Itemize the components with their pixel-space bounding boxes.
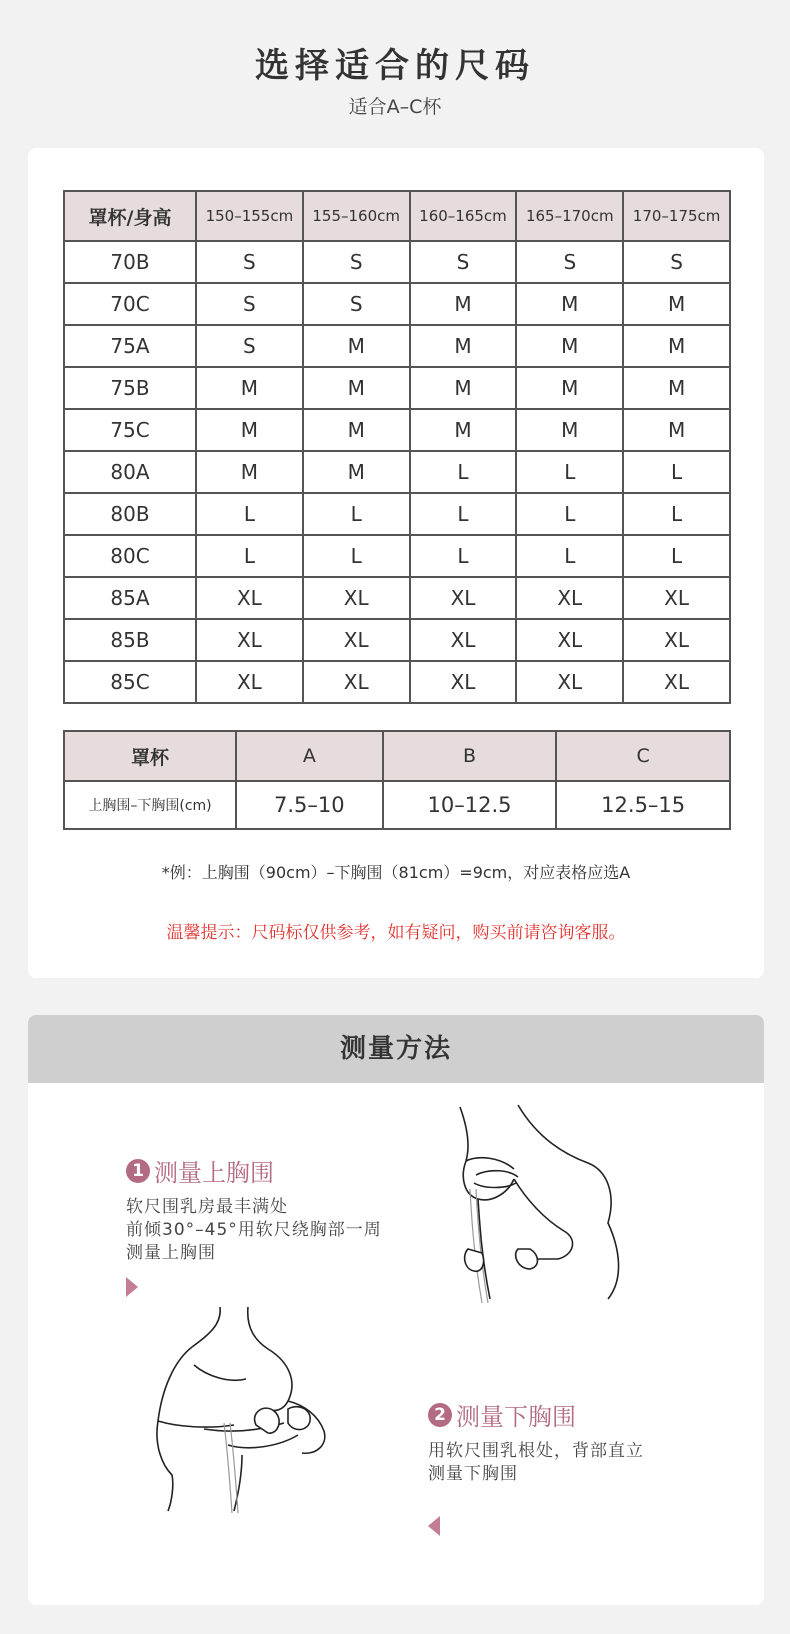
cup-col-header: A	[236, 731, 383, 781]
cup-table-corner: 罩杯	[64, 731, 236, 781]
size-cell: L	[623, 535, 730, 577]
size-cell: XL	[196, 661, 303, 703]
size-table-row	[64, 409, 730, 451]
cup-col-header: B	[383, 731, 557, 781]
page-subtitle: 适合A–C杯	[348, 96, 442, 118]
cup-size-cell: 75B	[64, 367, 196, 409]
size-cell: XL	[196, 577, 303, 619]
size-table-row	[64, 325, 730, 367]
step-line: 测量下胸围	[428, 1464, 518, 1484]
size-table-row	[64, 577, 730, 619]
cup-size-cell: 80C	[64, 535, 196, 577]
size-cell: M	[516, 409, 623, 451]
size-cell: L	[410, 535, 517, 577]
cup-size-cell: 70C	[64, 283, 196, 325]
size-cell: M	[303, 367, 410, 409]
size-cell: XL	[516, 619, 623, 661]
step-line: 用软尺围乳根处，背部直立	[428, 1441, 644, 1461]
size-cell: XL	[623, 577, 730, 619]
step-description	[126, 1196, 382, 1265]
step-number-icon: 1	[126, 1159, 150, 1183]
size-table-row	[64, 535, 730, 577]
cup-col-header: C	[556, 731, 730, 781]
cup-size-cell: 80A	[64, 451, 196, 493]
size-cell: XL	[196, 619, 303, 661]
size-cell: XL	[303, 619, 410, 661]
under-bust-figure	[138, 1305, 348, 1515]
cup-size-cell: 75A	[64, 325, 196, 367]
size-cell: M	[623, 283, 730, 325]
example-note: *例：上胸围（90cm）–下胸围（81cm）=9cm，对应表格应选A	[161, 863, 631, 882]
size-cell: S	[196, 325, 303, 367]
size-cell: XL	[410, 661, 517, 703]
size-cell: M	[196, 451, 303, 493]
cup-table	[63, 730, 731, 830]
size-cell: S	[303, 241, 410, 283]
step-line: 软尺围乳房最丰满处	[126, 1197, 288, 1217]
size-cell: XL	[516, 577, 623, 619]
height-col-header: 150–155cm	[196, 191, 303, 241]
size-table	[63, 190, 731, 704]
size-cell: XL	[623, 661, 730, 703]
cup-table-header	[64, 731, 730, 781]
size-table-row	[64, 241, 730, 283]
step-upper-bust	[126, 1153, 382, 1297]
method-title: 测量方法	[28, 1015, 764, 1083]
size-cell: M	[303, 451, 410, 493]
step-title: 测量上胸围	[154, 1159, 274, 1187]
size-cell: XL	[623, 619, 730, 661]
cup-value: 10–12.5	[383, 781, 557, 829]
step-title-row	[428, 1397, 644, 1432]
size-cell: L	[516, 535, 623, 577]
height-col-header: 165–170cm	[516, 191, 623, 241]
size-cell: L	[196, 535, 303, 577]
size-cell: L	[410, 451, 517, 493]
size-cell: L	[516, 451, 623, 493]
size-table-row	[64, 619, 730, 661]
cup-size-cell: 80B	[64, 493, 196, 535]
size-table-row	[64, 493, 730, 535]
cup-table-row	[64, 781, 730, 829]
size-cell: M	[303, 325, 410, 367]
cup-size-cell: 70B	[64, 241, 196, 283]
size-cell: M	[196, 409, 303, 451]
step-number-icon: 2	[428, 1403, 452, 1427]
cup-value: 12.5–15	[556, 781, 730, 829]
size-cell: L	[303, 493, 410, 535]
size-cell: M	[516, 367, 623, 409]
size-cell: XL	[516, 661, 623, 703]
size-cell: S	[196, 241, 303, 283]
size-table-header	[64, 191, 730, 241]
measure-method-card	[28, 1015, 764, 1605]
arrow-left-icon	[428, 1516, 440, 1536]
size-cell: M	[410, 409, 517, 451]
size-table-body	[64, 241, 730, 703]
size-cell: M	[516, 283, 623, 325]
size-cell: XL	[410, 577, 517, 619]
height-col-header: 155–160cm	[303, 191, 410, 241]
size-table-row	[64, 367, 730, 409]
size-cell: S	[623, 241, 730, 283]
cup-row-label: 上胸围–下胸围(cm)	[64, 781, 236, 829]
cup-size-cell: 85C	[64, 661, 196, 703]
step-title-row	[126, 1153, 382, 1188]
size-chart-card	[28, 148, 764, 978]
size-table-corner: 罩杯/身高	[64, 191, 196, 241]
size-cell: S	[516, 241, 623, 283]
size-table-row	[64, 283, 730, 325]
height-col-header: 160–165cm	[410, 191, 517, 241]
step-under-bust	[428, 1397, 644, 1536]
arrow-right-icon	[126, 1277, 138, 1297]
size-cell: M	[516, 325, 623, 367]
size-cell: S	[303, 283, 410, 325]
cup-value: 7.5–10	[236, 781, 383, 829]
cup-size-cell: 85B	[64, 619, 196, 661]
size-cell: L	[303, 535, 410, 577]
height-col-header: 170–175cm	[623, 191, 730, 241]
size-cell: M	[623, 367, 730, 409]
size-cell: S	[196, 283, 303, 325]
warning-tip: 温馨提示：尺码标仅供参考，如有疑问，购买前请咨询客服。	[166, 923, 626, 943]
size-cell: L	[623, 451, 730, 493]
step-line: 前倾30°–45°用软尺绕胸部一周	[126, 1220, 382, 1240]
size-table-row	[64, 661, 730, 703]
size-cell: M	[623, 325, 730, 367]
size-cell: M	[410, 325, 517, 367]
step-line: 测量上胸围	[126, 1243, 216, 1263]
size-cell: XL	[410, 619, 517, 661]
size-cell: M	[303, 409, 410, 451]
size-cell: M	[623, 409, 730, 451]
cup-size-cell: 75C	[64, 409, 196, 451]
size-cell: L	[410, 493, 517, 535]
size-cell: L	[196, 493, 303, 535]
size-cell: M	[410, 283, 517, 325]
size-cell: S	[410, 241, 517, 283]
size-cell: M	[196, 367, 303, 409]
size-cell: XL	[303, 577, 410, 619]
step-description	[428, 1440, 644, 1486]
page-title: 选择适合的尺码	[255, 46, 535, 86]
size-cell: M	[410, 367, 517, 409]
size-cell: L	[516, 493, 623, 535]
size-cell: L	[623, 493, 730, 535]
upper-bust-figure	[448, 1099, 658, 1304]
size-cell: XL	[303, 661, 410, 703]
step-title: 测量下胸围	[456, 1403, 576, 1431]
size-table-row	[64, 451, 730, 493]
cup-size-cell: 85A	[64, 577, 196, 619]
